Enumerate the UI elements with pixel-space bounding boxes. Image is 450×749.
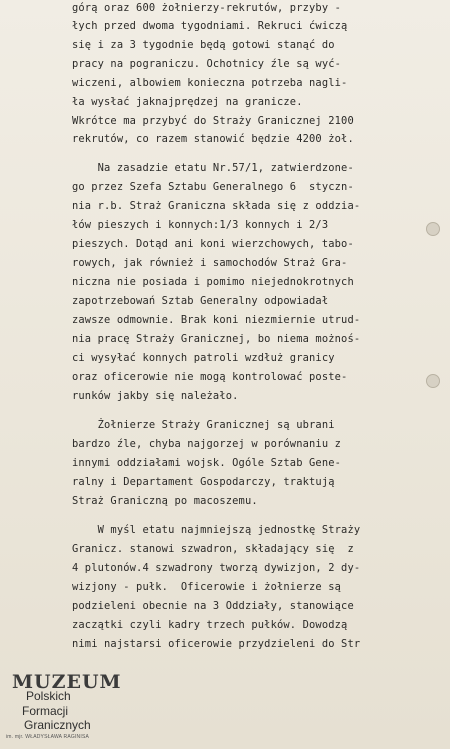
text-line: łych przed dwoma tygodniami. Rekruci ćwiczą — [72, 20, 348, 32]
text-line: Na zasadzie etatu Nr.57/1, zatwierdzone- — [72, 162, 354, 174]
text-line: nia r.b. Straż Graniczna składa się z oddzia- — [72, 200, 361, 212]
text-line: podzieleni obecnie na 3 Oddziały, stanowiące — [72, 600, 354, 612]
text-line: oraz oficerowie nie mogą kontrolować poste- — [72, 371, 348, 383]
watermark-line: Polskich — [26, 689, 71, 703]
watermark-title: MUZEUM — [12, 671, 122, 693]
text-line: bardzo źle, chyba najgorzej w porównaniu z — [72, 438, 342, 450]
text-line: pieszych. Dotąd ani koni wierzchowych, tabo- — [72, 238, 354, 250]
text-line: innymi oddziałami wojsk. Ogóle Sztab Gene- — [72, 457, 342, 469]
text-line: zawsze odmownie. Brak koni niezmiernie utrud- — [72, 314, 361, 326]
text-line: Żołnierze Straży Granicznej są ubrani — [72, 419, 335, 431]
text-line: wiczeni, albowiem konieczna potrzeba nagli- — [72, 77, 348, 89]
text-line: łów pieszych i konnych:1/3 konnych i 2/3 — [72, 219, 329, 231]
text-line: się i za 3 tygodnie będą gotowi stanąć do — [72, 39, 335, 51]
text-line: nimi najstarsi oficerowie przydzieleni do Str — [72, 638, 361, 650]
text-line: Straż Graniczną po macoszemu. — [72, 495, 258, 507]
text-line: górą oraz 600 żołnierzy-rekrutów, przyby - — [72, 2, 342, 14]
text-line: 4 plutonów.4 szwadrony tworzą dywizjon, 2 dy- — [72, 562, 361, 574]
text-line: rowych, jak również i samochodów Straż Gra- — [72, 257, 348, 269]
text-line: rekrutów, co razem stanowić będzie 4200 żoł. — [72, 133, 354, 145]
text-line: zapotrzebowań Sztab Generalny odpowiadał — [72, 295, 329, 307]
text-line: ci wysyłać konnych patroli wzdłuż granicy — [72, 352, 335, 364]
text-line: go przez Szefa Sztabu Generalnego 6 styczn- — [72, 181, 354, 193]
text-line: zaczątki czyli kadry trzech pułków. Dowodzą — [72, 619, 348, 631]
text-line: wizjony - pułk. Oficerowie i żołnierze są — [72, 581, 342, 593]
text-line: W myśl etatu najmniejszą jednostkę Straży — [72, 524, 361, 536]
watermark-line: Formacji — [22, 704, 69, 718]
text-line: ła wysłać jaknajprędzej na granicze. — [72, 96, 303, 108]
text-line: niczna nie posiada i pomimo niejednokrotnych — [72, 276, 354, 288]
text-line: ralny i Departament Gospodarczy, traktują — [72, 476, 335, 488]
text-line: pracy na pograniczu. Ochotnicy źle są wyć- — [72, 58, 342, 70]
text-line: Granicz. stanowi szwadron, składający się z — [72, 543, 354, 555]
watermark-line: Granicznych — [24, 718, 91, 732]
text-line: nia pracę Straży Granicznej, bo niema możnoś- — [72, 333, 361, 345]
text-line: Wkrótce ma przybyć do Straży Granicznej 2100 — [72, 115, 354, 127]
watermark-subtitle: im. mjr. WŁADYSŁAWA RAGINISA — [6, 734, 90, 740]
museum-watermark-logo — [4, 671, 144, 747]
text-line: runków jakby się należało. — [72, 390, 239, 402]
